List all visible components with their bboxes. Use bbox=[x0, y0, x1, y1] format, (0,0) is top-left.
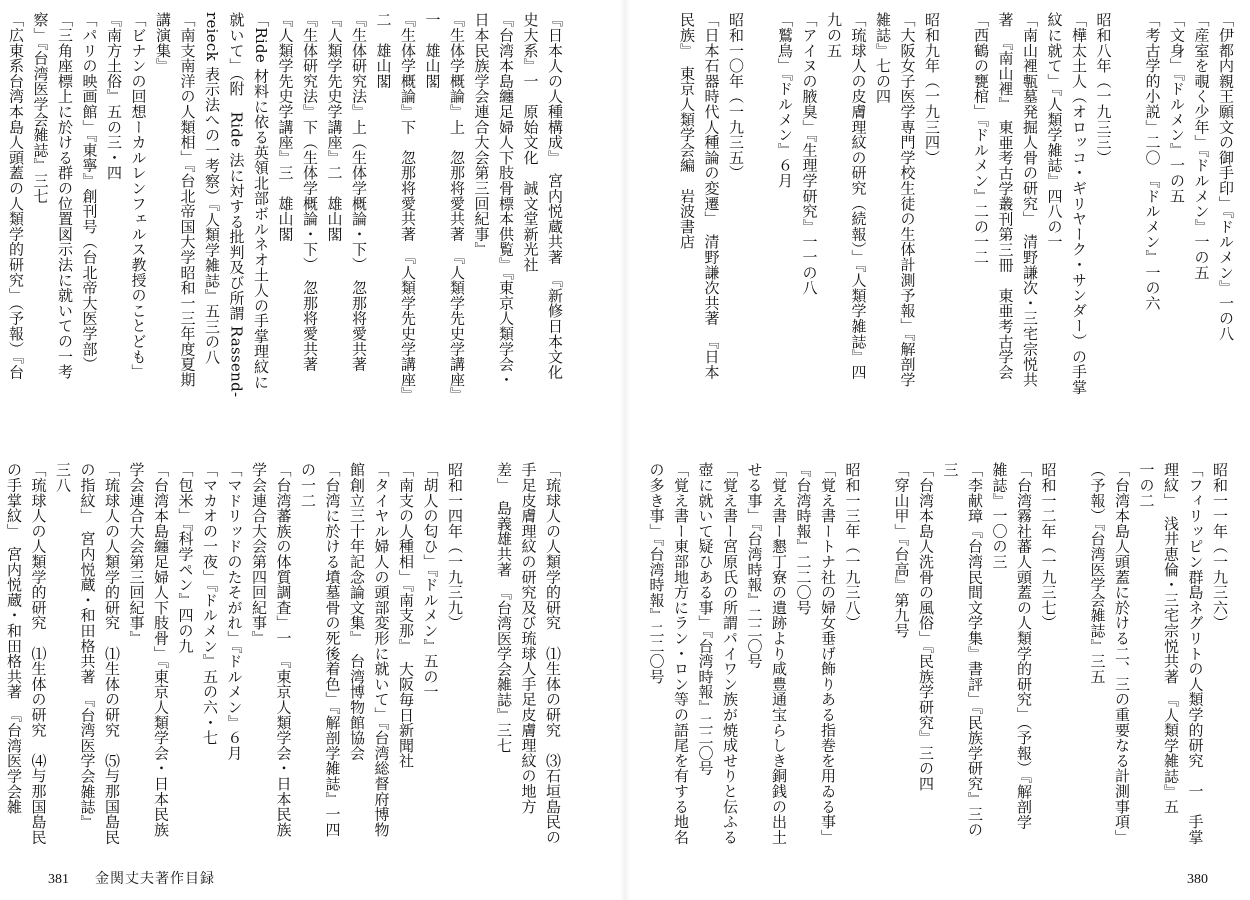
bibliography-line: 「台湾本島人洗骨の風俗」『民族学研究』三の四 bbox=[917, 462, 935, 792]
bibliography-line: 二 雄山閣 bbox=[374, 12, 393, 89]
bibliography-line: の多き事」『台湾時報』二二〇号 bbox=[647, 462, 666, 684]
bibliography-line: 「フィリッピン群島ネグリトの人類学的研究 一 手掌 bbox=[1186, 462, 1205, 845]
bibliography-line: 「パリの映画館」『東寧』創刊号（台北帝大医学部） bbox=[80, 12, 99, 372]
bibliography-line: 『生体研究法』上（生体学概論・下） 忽那将愛共著 bbox=[350, 12, 368, 372]
bibliography-line: 『生体学概論』下 忽那将愛共著 『人類学先史学講座』 bbox=[399, 12, 417, 403]
bibliography-line: 「覚え書ー東部地方にラン・ロン等の語尾を有する地名 bbox=[672, 462, 690, 845]
bibliography-line: 「産室を覗く少年」『ドルメン』一の五 bbox=[1192, 12, 1211, 280]
bibliography-line: 学会連合大会第四回紀事』 bbox=[250, 462, 268, 646]
bibliography-line: 「考古学的小説」二〇 『ドルメン』一の六 bbox=[1143, 12, 1162, 311]
year-heading: 昭和一三年（一九三八） bbox=[843, 462, 862, 631]
bibliography-line: （予報）『台湾医学会雑誌』三五 bbox=[1088, 462, 1107, 684]
bibliography-line: 「南支南洋の人類相」『台北帝国大学昭和一三年度夏期 bbox=[178, 12, 197, 387]
bibliography-line: 「樺太土人（オロッコ・ギリヤーク・サンダー）の手掌 bbox=[1070, 12, 1088, 395]
bibliography-line: 「胡人の匂ひ」『ドルメン』五の一 bbox=[421, 462, 440, 700]
bibliography-line bbox=[0, 12, 4, 422]
bibliography-line: 「琉球人の皮膚理紋の研究（続報）」『人類学雑誌』四 bbox=[849, 12, 868, 380]
page-number-right: 380 bbox=[1187, 872, 1208, 887]
bibliography-line: の一二 bbox=[299, 462, 317, 508]
year-heading: 昭和一四年（一九三九） bbox=[446, 462, 464, 631]
bibliography-line bbox=[944, 12, 969, 422]
bibliography-line: 『人類学先史学講座』二 雄山閣 bbox=[325, 12, 344, 242]
bibliography-line: 「琉球人の人類学的研究 ⑴生体の研究 ⑷与那国島民 bbox=[29, 462, 48, 845]
bibliography-line: 「琉球人の人類学的研究 ⑴生体の研究 ⑶石垣島民の bbox=[544, 462, 562, 845]
bibliography-line: 講演集』 bbox=[154, 12, 172, 74]
bibliography-line: 『台湾時報』二二〇号 bbox=[794, 462, 813, 615]
bibliography-line: 「覚え書ー宮原氏の所謂パイワン族が焼成せりと伝ふる bbox=[721, 462, 739, 845]
bibliography-line: 史大系』一 原始文化 誠文堂新光社 bbox=[521, 12, 540, 273]
bibliography-line: 「マカオの一夜」『ドルメン』五の六・七 bbox=[201, 462, 219, 746]
bibliography-line: 九の五 bbox=[825, 12, 843, 58]
bibliography-line: 三八 bbox=[54, 462, 72, 493]
bibliography-line: 「琉球人の人類学的研究 ⑴生体の研究 ⑸与那国島民 bbox=[103, 462, 121, 845]
bibliography-line: 「三角座標上に於ける群の位置図示法に就いての一考 bbox=[56, 12, 74, 380]
bibliography-line: 一の二 bbox=[1137, 462, 1156, 508]
running-head: 金関丈夫著作目録 bbox=[95, 871, 215, 887]
bibliography-line: 「覚え書ートナ社の婦女垂げ飾りある指巻を用ゐる事」 bbox=[819, 462, 837, 845]
bibliography-line: 就いて」（附 Ride 法に対する批判及び所謂 Rassend- bbox=[227, 12, 246, 398]
year-heading: 昭和一〇年（一九三五） bbox=[727, 12, 745, 181]
bibliography-line: 『生体学概論』上 忽那将愛共著 『人類学先史学講座』 bbox=[448, 12, 466, 403]
bibliography-line: 「南支の人種相」『南支那』 大阪毎日新聞社 bbox=[397, 462, 415, 769]
bibliography-line: 『日本人の人種構成』 宮内悦蔵共著 『新修日本文化 bbox=[546, 12, 564, 380]
bibliography-line: 『生体研究法』下（生体学概論・下） 忽那将愛共著 bbox=[301, 12, 319, 372]
bibliography-line: 紋に就て」『人類学雑誌』四八の一 bbox=[1045, 12, 1064, 250]
bibliography-line: 「タイヤル婦人の頭部変形に就いて」『台湾総督府博物 bbox=[372, 462, 391, 837]
bibliography-line: 「台湾霧社蕃人頭蓋の人類学的研究」（予報）『解剖学 bbox=[1015, 462, 1033, 830]
year-heading: 昭和八年（一九三三） bbox=[1094, 12, 1113, 165]
bibliography-line: 「台湾本島纏足婦人下肢骨」『東京人類学会・日本民族 bbox=[152, 462, 170, 837]
bibliography-line: 日本民族学会連合大会第三回紀事』 bbox=[472, 12, 491, 257]
bibliography-line: 一 雄山閣 bbox=[423, 12, 442, 89]
year-heading: 昭和九年（一九三四） bbox=[923, 12, 941, 165]
bibliography-line: 壺に就いて疑ひある事」『台湾時報』二二〇号 bbox=[696, 462, 715, 776]
bibliography-line: 民族』 東京人類学会編 岩波書店 bbox=[678, 12, 696, 250]
bibliography-line: せる事」『台湾時報』二二〇号 bbox=[745, 462, 764, 669]
bibliography-line: 館創立三十年記念論文集』 台湾博物館協会 bbox=[348, 462, 366, 761]
bibliography-line bbox=[467, 462, 492, 852]
bibliography-line: 『南方土俗』五の三・四 bbox=[105, 12, 123, 181]
year-heading: 昭和一二年（一九三七） bbox=[1039, 462, 1058, 631]
bibliography-line: 「李献璋『台湾民間文学集』書評」『民族学研究』三の bbox=[966, 462, 984, 837]
bibliography-line: 『人類学先史学講座』三 雄山閣 bbox=[276, 12, 295, 242]
bibliography-line: 手足皮膚理紋の研究及び琉球人手足皮膚理紋の地方 bbox=[519, 462, 538, 814]
bibliography-line: 「西鶴の甕棺」『ドルメン』二の一二 bbox=[972, 12, 990, 265]
bibliography-line bbox=[1061, 462, 1086, 852]
bibliography-line: 「覚え書ー懇丁寮の遺跡より咸豊通宝らしき銅銭の出土 bbox=[770, 462, 788, 845]
right-page bbox=[625, 0, 1250, 900]
bibliography-line: 「広東系台湾本島人頭蓋の人類学的研究」（予報）『台 bbox=[7, 12, 25, 380]
bibliography-line: 察」『台湾医学会雑誌』三七 bbox=[31, 12, 50, 204]
bibliography-line bbox=[1116, 12, 1141, 422]
bibliography-line: 「Ride 材料に依る英領北部ボルネオ土人の手掌理紋に bbox=[252, 12, 270, 390]
bibliography-line: 「台湾本島人頭蓋に於ける二、三の重要なる計測事項」 bbox=[1113, 462, 1131, 845]
bibliography-line: reieck 表示法への一考察）『人類学雑誌』五三の八 bbox=[203, 12, 221, 365]
bibliography-line: 雑誌』七の四 bbox=[874, 12, 892, 104]
bibliography-line: 学会連合大会第三回紀事』 bbox=[127, 462, 146, 646]
bibliography-line bbox=[748, 12, 773, 422]
bibliography-line: 「鷲鳥」『ドルメン』６月 bbox=[776, 12, 794, 189]
bibliography-line: 「台湾に於ける墳墓骨の死後着色」『解剖学雑誌』一四 bbox=[323, 462, 342, 837]
bibliography-line: 「マドリッドのたそがれ」『ドルメン』６月 bbox=[225, 462, 244, 761]
bibliography-line: 雑誌』一〇の三 bbox=[990, 462, 1009, 570]
left-page-top-block bbox=[0, 12, 567, 422]
right-page-top-block bbox=[675, 12, 1239, 422]
left-page-bottom-block bbox=[0, 462, 565, 852]
bibliography-line: 「穿山甲」『台高』第九号 bbox=[892, 462, 911, 639]
page-number-left: 381 bbox=[48, 872, 69, 887]
bibliography-line: 「文身」『ドルメン』一の五 bbox=[1168, 12, 1186, 204]
bibliography-line: 「南山裡甎墓発掘人骨の研究」 清野謙次・三宅宗悦共 bbox=[1021, 12, 1039, 387]
bibliography-line: 「伊都内親王願文の御手印」『ドルメン』一の八 bbox=[1217, 12, 1235, 342]
bibliography-line: 「アイヌの腋臭」『生理学研究』一一の八 bbox=[800, 12, 819, 296]
year-heading: 昭和一一年（一九三六） bbox=[1211, 462, 1229, 631]
bibliography-line bbox=[865, 462, 890, 852]
bibliography-line: 『台湾本島纏足婦人下肢骨標本供覧』『東京人類学会・ bbox=[497, 12, 515, 387]
bibliography-line: の指紋」 宮内悦蔵・和田格共著 『台湾医学会雑誌』 bbox=[78, 462, 97, 830]
bibliography-line: 「大阪女子医学専門学校生徒の生体計測予報」『解剖学 bbox=[898, 12, 917, 387]
bibliography-line: 「台湾蕃族の体質調査」一 『東京人類学会・日本民族 bbox=[274, 462, 293, 837]
bibliography-line: の手掌紋」 宮内悦蔵・和田格共著 『台湾医学会雑 bbox=[5, 462, 23, 815]
bibliography-line: 差」 島義雄共著 『台湾医学会雑誌』三七 bbox=[495, 462, 513, 753]
bibliography-line: 三 bbox=[941, 462, 960, 478]
right-page-bottom-block bbox=[644, 462, 1232, 852]
bibliography-line: 「ビナンの回想ーカルレンフェルス教授のことども」 bbox=[129, 12, 148, 380]
bibliography-line: 著 『南山裡』 東亜考古学叢刊第三冊 東亜考古学会 bbox=[996, 12, 1015, 380]
bibliography-line: 「包米」『科学ペン』四の九 bbox=[176, 462, 195, 654]
bibliography-line: 理紋」 浅井恵倫・三宅宗悦共著 『人類学雑誌』五 bbox=[1162, 462, 1180, 815]
bibliography-line: 「日本石器時代人種論の変遷」 清野謙次共著 『日本 bbox=[702, 12, 721, 380]
